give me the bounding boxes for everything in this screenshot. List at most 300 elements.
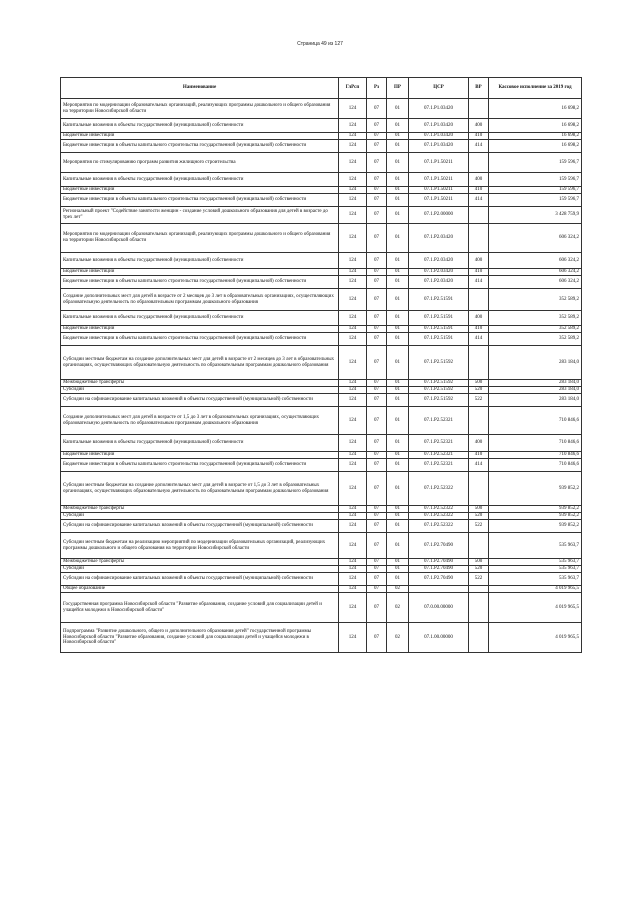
column-header-pr: ПР <box>387 78 409 99</box>
cell-glrsp: 124 <box>339 566 367 573</box>
cell-name: Общее образование <box>61 586 339 593</box>
column-header-rz: Рз <box>367 78 387 99</box>
cell-rz: 07 <box>367 559 387 566</box>
cell-amount: 4 019 965,5 <box>489 593 582 623</box>
cell-name: Капитальные вложения в объекты государственной (муниципальной) собственности <box>61 253 339 269</box>
cell-amount: 16 698,2 <box>489 133 582 140</box>
cell-pr: 01 <box>387 566 409 573</box>
cell-csr: 07.1.Р1.03420 <box>409 99 469 119</box>
table-body <box>61 99 582 653</box>
cell-rz: 07 <box>367 289 387 311</box>
table-row <box>61 346 582 380</box>
cell-csr: 07.1.Р1.50211 <box>409 153 469 173</box>
cell-csr: 07.1.Р1.50211 <box>409 173 469 187</box>
cell-vr: 400 <box>469 311 489 326</box>
cell-rz: 07 <box>367 333 387 346</box>
cell-pr: 02 <box>387 593 409 623</box>
cell-rz: 07 <box>367 435 387 452</box>
cell-vr <box>469 586 489 593</box>
cell-rz: 07 <box>367 276 387 289</box>
cell-pr: 01 <box>387 533 409 559</box>
cell-glrsp: 124 <box>339 407 367 435</box>
cell-name: Бюджетные инвестиции в объекты капитального строительства государственной (муниципальной) собственности <box>61 276 339 289</box>
table-row <box>61 380 582 387</box>
table-row <box>61 333 582 346</box>
cell-vr: 520 <box>469 513 489 520</box>
cell-amount: 939 852,2 <box>489 506 582 513</box>
cell-glrsp: 124 <box>339 311 367 326</box>
cell-name: Бюджетные инвестиции <box>61 269 339 276</box>
cell-vr: 500 <box>469 506 489 513</box>
cell-name: Бюджетные инвестиции в объекты капитального строительства государственной (муниципальной) собственности <box>61 140 339 153</box>
cell-vr: 400 <box>469 119 489 133</box>
cell-pr: 01 <box>387 289 409 311</box>
cell-csr: 07.1.Р2.03420 <box>409 276 469 289</box>
cell-csr: 07.1.Р2.51592 <box>409 394 469 407</box>
cell-glrsp: 124 <box>339 459 367 472</box>
cell-pr: 01 <box>387 326 409 333</box>
cell-glrsp: 124 <box>339 194 367 207</box>
cell-name: Бюджетные инвестиции в объекты капитального строительства государственной (муниципальной) собственности <box>61 459 339 472</box>
cell-pr: 01 <box>387 435 409 452</box>
cell-glrsp: 124 <box>339 333 367 346</box>
cell-csr: 07.1.Р1.03420 <box>409 140 469 153</box>
cell-amount: 283 184,0 <box>489 394 582 407</box>
cell-vr: 414 <box>469 276 489 289</box>
table-row <box>61 520 582 533</box>
table-row <box>61 407 582 435</box>
cell-name: Капитальные вложения в объекты государственной (муниципальной) собственности <box>61 435 339 452</box>
cell-pr: 01 <box>387 187 409 194</box>
cell-csr: 07.1.Р2.70490 <box>409 566 469 573</box>
cell-csr: 07.1.Р1.03420 <box>409 133 469 140</box>
table-row <box>61 566 582 573</box>
cell-csr: 07.1.Р2.52322 <box>409 513 469 520</box>
cell-amount: 159 596,7 <box>489 153 582 173</box>
cell-name: Капитальные вложения в объекты государственной (муниципальной) собственности <box>61 119 339 133</box>
cell-vr <box>469 346 489 380</box>
cell-amount: 710 846,6 <box>489 435 582 452</box>
table-row <box>61 506 582 513</box>
cell-amount: 352 589,2 <box>489 333 582 346</box>
cell-pr: 01 <box>387 459 409 472</box>
cell-name: Бюджетные инвестиции <box>61 452 339 459</box>
cell-pr: 01 <box>387 194 409 207</box>
cell-pr: 01 <box>387 140 409 153</box>
cell-rz: 07 <box>367 224 387 253</box>
cell-glrsp: 124 <box>339 394 367 407</box>
cell-csr: 07.0.00.00000 <box>409 593 469 623</box>
table-row <box>61 459 582 472</box>
cell-rz: 07 <box>367 452 387 459</box>
cell-rz: 07 <box>367 140 387 153</box>
cell-vr <box>469 472 489 506</box>
cell-name: Капитальные вложения в объекты государственной (муниципальной) собственности <box>61 311 339 326</box>
table-row <box>61 513 582 520</box>
cell-rz: 07 <box>367 506 387 513</box>
cell-glrsp: 124 <box>339 276 367 289</box>
cell-amount: 16 698,2 <box>489 99 582 119</box>
cell-amount: 939 852,2 <box>489 520 582 533</box>
cell-vr: 410 <box>469 452 489 459</box>
cell-pr: 01 <box>387 311 409 326</box>
cell-rz: 07 <box>367 586 387 593</box>
cell-rz: 07 <box>367 153 387 173</box>
cell-pr: 01 <box>387 380 409 387</box>
cell-amount: 535 963,7 <box>489 559 582 566</box>
column-header-amount: Кассовое исполнение за 2019 год <box>489 78 582 99</box>
cell-csr: 07.1.Р2.52322 <box>409 472 469 506</box>
cell-rz: 07 <box>367 99 387 119</box>
cell-pr: 01 <box>387 387 409 394</box>
cell-rz: 07 <box>367 533 387 559</box>
cell-vr: 414 <box>469 194 489 207</box>
cell-name: Мероприятия по стимулированию программ развития жилищного строительства <box>61 153 339 173</box>
cell-amount: 710 846,6 <box>489 452 582 459</box>
cell-amount: 352 589,2 <box>489 289 582 311</box>
cell-name: Субсидии местным бюджетам на создание дополнительных мест для детей в возрасте от 1,5 до 3 лет в образовательных организациях, осуществляющих образовательную деятельность по образовательным программам дошкольного образования <box>61 472 339 506</box>
table-row <box>61 269 582 276</box>
cell-csr <box>409 586 469 593</box>
cell-pr: 01 <box>387 173 409 187</box>
cell-name: Бюджетные инвестиции <box>61 133 339 140</box>
cell-vr: 400 <box>469 435 489 452</box>
cell-vr: 520 <box>469 387 489 394</box>
cell-name: Мероприятия по модернизации образовательных организаций, реализующих программы дошкольного и общего образования на территории Новосибирской области <box>61 99 339 119</box>
cell-rz: 07 <box>367 194 387 207</box>
table-row <box>61 207 582 224</box>
cell-glrsp: 124 <box>339 593 367 623</box>
cell-rz: 07 <box>367 173 387 187</box>
cell-amount: 535 963,7 <box>489 573 582 586</box>
cell-csr: 07.1.Р2.52322 <box>409 520 469 533</box>
cell-glrsp: 124 <box>339 472 367 506</box>
cell-pr: 01 <box>387 559 409 566</box>
cell-glrsp: 124 <box>339 289 367 311</box>
cell-rz: 07 <box>367 346 387 380</box>
cell-pr: 01 <box>387 119 409 133</box>
cell-rz: 07 <box>367 326 387 333</box>
cell-name: Субсидии местным бюджетам на создание дополнительных мест для детей в возрасте от 2 месяцев до 3 лет в образовательных организациях, осуществляющих образовательную деятельность по образовательным программам дошкольного образования <box>61 346 339 380</box>
table-row <box>61 133 582 140</box>
cell-csr: 07.1.Р2.03420 <box>409 253 469 269</box>
table-row <box>61 472 582 506</box>
cell-rz: 07 <box>367 623 387 653</box>
cell-glrsp: 124 <box>339 623 367 653</box>
cell-amount: 4 019 965,5 <box>489 586 582 593</box>
cell-name: Региональный проект "Содействие занятости женщин - создание условий дошкольного образования для детей в возрасте до трех лет" <box>61 207 339 224</box>
cell-rz: 07 <box>367 407 387 435</box>
cell-amount: 606 324,2 <box>489 269 582 276</box>
cell-csr: 07.1.Р2.70490 <box>409 559 469 566</box>
column-header-vr: ВР <box>469 78 489 99</box>
column-header-csr: ЦСР <box>409 78 469 99</box>
cell-glrsp: 124 <box>339 452 367 459</box>
table-row <box>61 326 582 333</box>
cell-name: Мероприятия по модернизации образовательных организаций, реализующих программы дошкольного и общего образования на территории Новосибирской области <box>61 224 339 253</box>
cell-amount: 535 963,7 <box>489 533 582 559</box>
table-row <box>61 173 582 187</box>
cell-vr <box>469 533 489 559</box>
cell-rz: 07 <box>367 394 387 407</box>
cell-vr: 400 <box>469 253 489 269</box>
cell-csr: 07.1.Р2.51591 <box>409 326 469 333</box>
cell-glrsp: 124 <box>339 187 367 194</box>
table-header <box>61 78 582 99</box>
cell-glrsp: 124 <box>339 207 367 224</box>
cell-pr: 01 <box>387 153 409 173</box>
cell-rz: 07 <box>367 187 387 194</box>
cell-rz: 07 <box>367 133 387 140</box>
table-row <box>61 276 582 289</box>
cell-vr: 414 <box>469 140 489 153</box>
cell-amount: 283 184,0 <box>489 346 582 380</box>
cell-name: Бюджетные инвестиции в объекты капитального строительства государственной (муниципальной) собственности <box>61 333 339 346</box>
cell-amount: 283 184,0 <box>489 380 582 387</box>
cell-name: Бюджетные инвестиции <box>61 326 339 333</box>
cell-glrsp: 124 <box>339 99 367 119</box>
cell-rz: 07 <box>367 253 387 269</box>
cell-rz: 07 <box>367 459 387 472</box>
page-number-label: Страница 49 из 127 <box>297 41 343 47</box>
cell-rz: 07 <box>367 573 387 586</box>
cell-amount: 352 589,2 <box>489 311 582 326</box>
cell-amount: 159 596,7 <box>489 194 582 207</box>
cell-pr: 01 <box>387 346 409 380</box>
cell-glrsp: 124 <box>339 133 367 140</box>
cell-vr <box>469 153 489 173</box>
cell-csr: 07.1.Р2.51592 <box>409 380 469 387</box>
cell-pr: 02 <box>387 586 409 593</box>
table-row <box>61 435 582 452</box>
cell-amount: 16 698,2 <box>489 119 582 133</box>
cell-csr: 07.1.Р2.00000 <box>409 207 469 224</box>
cell-csr: 07.1.Р2.51592 <box>409 387 469 394</box>
cell-pr: 01 <box>387 513 409 520</box>
cell-rz: 07 <box>367 472 387 506</box>
cell-name: Государственная программа Новосибирской области "Развитие образования, создание условий для социализации детей и учащейся молодежи в Новосибирской области" <box>61 593 339 623</box>
cell-rz: 07 <box>367 387 387 394</box>
cell-pr: 01 <box>387 333 409 346</box>
cell-glrsp: 124 <box>339 140 367 153</box>
cell-rz: 07 <box>367 119 387 133</box>
cell-name: Капитальные вложения в объекты государственной (муниципальной) собственности <box>61 173 339 187</box>
cell-amount: 3 428 759,9 <box>489 207 582 224</box>
cell-vr <box>469 207 489 224</box>
column-header-name: Наименование <box>61 78 339 99</box>
cell-glrsp: 124 <box>339 533 367 559</box>
cell-pr: 01 <box>387 407 409 435</box>
table-row <box>61 573 582 586</box>
cell-rz: 07 <box>367 593 387 623</box>
cell-csr: 07.1.Р2.70490 <box>409 533 469 559</box>
cell-glrsp: 124 <box>339 224 367 253</box>
cell-pr: 01 <box>387 520 409 533</box>
cell-csr: 07.1.Р2.52321 <box>409 452 469 459</box>
cell-amount: 159 596,7 <box>489 187 582 194</box>
cell-name: Субсидии на софинансирование капитальных вложений в объекты государственной (муниципальной) собственности <box>61 394 339 407</box>
cell-pr: 01 <box>387 394 409 407</box>
table-row <box>61 533 582 559</box>
cell-name: Субсидии на софинансирование капитальных вложений в объекты государственной (муниципальной) собственности <box>61 520 339 533</box>
cell-glrsp: 124 <box>339 573 367 586</box>
cell-csr: 07.1.Р1.03420 <box>409 119 469 133</box>
cell-amount: 4 019 965,5 <box>489 623 582 653</box>
cell-amount: 710 846,6 <box>489 407 582 435</box>
cell-glrsp: 124 <box>339 269 367 276</box>
cell-name: Подпрограмма "Развитие дошкольного, общего и дополнительного образования детей" государственной программы Новосибирской области "Развитие образования, создание условий для социализации детей и учащейся молодежи в Новосибирской области" <box>61 623 339 653</box>
cell-pr: 01 <box>387 269 409 276</box>
table-row <box>61 593 582 623</box>
cell-vr: 410 <box>469 269 489 276</box>
cell-name: Создание дополнительных мест для детей в возрасте от 1,5 до 3 лет в образовательных организациях, осуществляющих образовательную деятельность по образовательным программам дошкольного образования <box>61 407 339 435</box>
table-row <box>61 253 582 269</box>
cell-glrsp: 124 <box>339 559 367 566</box>
cell-glrsp: 124 <box>339 153 367 173</box>
cell-vr: 522 <box>469 573 489 586</box>
cell-glrsp: 124 <box>339 586 367 593</box>
cell-glrsp: 124 <box>339 326 367 333</box>
cell-pr: 01 <box>387 276 409 289</box>
cell-glrsp: 124 <box>339 520 367 533</box>
cell-vr: 414 <box>469 333 489 346</box>
cell-csr: 07.1.Р2.70490 <box>409 573 469 586</box>
cell-rz: 07 <box>367 566 387 573</box>
table-row <box>61 224 582 253</box>
cell-name: Бюджетные инвестиции в объекты капитального строительства государственной (муниципальной) собственности <box>61 194 339 207</box>
cell-amount: 352 589,2 <box>489 326 582 333</box>
table-row <box>61 623 582 653</box>
table-row <box>61 452 582 459</box>
cell-glrsp: 124 <box>339 380 367 387</box>
cell-glrsp: 124 <box>339 346 367 380</box>
cell-csr: 07.1.Р2.51592 <box>409 346 469 380</box>
cell-pr: 01 <box>387 472 409 506</box>
cell-amount: 939 852,2 <box>489 513 582 520</box>
cell-name: Межбюджетные трансферты <box>61 559 339 566</box>
cell-pr: 01 <box>387 207 409 224</box>
cell-glrsp: 124 <box>339 173 367 187</box>
table-row <box>61 140 582 153</box>
cell-pr: 01 <box>387 133 409 140</box>
cell-csr: 07.1.Р2.03420 <box>409 224 469 253</box>
cell-amount: 710 846,6 <box>489 459 582 472</box>
cell-name: Межбюджетные трансферты <box>61 380 339 387</box>
cell-rz: 07 <box>367 513 387 520</box>
cell-csr: 07.1.Р1.50211 <box>409 187 469 194</box>
cell-rz: 07 <box>367 207 387 224</box>
cell-amount: 535 963,7 <box>489 566 582 573</box>
cell-glrsp: 124 <box>339 253 367 269</box>
cell-csr: 07.1.Р2.52322 <box>409 506 469 513</box>
cell-rz: 07 <box>367 311 387 326</box>
cell-csr: 07.1.Р2.51591 <box>409 311 469 326</box>
table-row <box>61 187 582 194</box>
cell-name: Субсидии на софинансирование капитальных вложений в объекты государственной (муниципальной) собственности <box>61 573 339 586</box>
column-header-glrsp: ГлРсп <box>339 78 367 99</box>
budget-execution-table <box>60 77 582 653</box>
cell-amount: 606 324,2 <box>489 276 582 289</box>
cell-vr <box>469 593 489 623</box>
cell-glrsp: 124 <box>339 513 367 520</box>
cell-csr: 07.1.Р2.03420 <box>409 269 469 276</box>
cell-name: Создание дополнительных мест для детей в возрасте от 2 месяцев до 3 лет в образовательных организациях, осуществляющих образовательную деятельность по образовательным программам дошкольного образования <box>61 289 339 311</box>
cell-glrsp: 124 <box>339 119 367 133</box>
cell-name: Субсидии местным бюджетам на реализацию мероприятий по модернизации образовательных организаций, реализующих программы дошкольного и общего образования на территории Новосибирской области <box>61 533 339 559</box>
cell-vr: 522 <box>469 394 489 407</box>
cell-vr <box>469 99 489 119</box>
cell-name: Межбюджетные трансферты <box>61 506 339 513</box>
cell-vr: 500 <box>469 559 489 566</box>
header-row <box>61 78 582 99</box>
cell-name: Субсидии <box>61 566 339 573</box>
cell-rz: 07 <box>367 269 387 276</box>
cell-vr: 500 <box>469 380 489 387</box>
cell-glrsp: 124 <box>339 506 367 513</box>
cell-rz: 07 <box>367 520 387 533</box>
cell-vr: 410 <box>469 187 489 194</box>
cell-amount: 16 698,2 <box>489 140 582 153</box>
table-row <box>61 311 582 326</box>
table-row <box>61 194 582 207</box>
cell-vr <box>469 407 489 435</box>
cell-pr: 01 <box>387 573 409 586</box>
cell-pr: 01 <box>387 99 409 119</box>
cell-vr: 410 <box>469 133 489 140</box>
table-row <box>61 586 582 593</box>
cell-csr: 07.1.Р2.51591 <box>409 289 469 311</box>
cell-vr <box>469 623 489 653</box>
cell-name: Бюджетные инвестиции <box>61 187 339 194</box>
cell-csr: 07.1.Р2.52321 <box>409 435 469 452</box>
cell-vr: 410 <box>469 326 489 333</box>
cell-csr: 07.1.Р2.52321 <box>409 459 469 472</box>
cell-amount: 283 184,0 <box>489 387 582 394</box>
cell-name: Субсидии <box>61 387 339 394</box>
table-row <box>61 394 582 407</box>
cell-csr: 07.1.Р2.52321 <box>409 407 469 435</box>
cell-pr: 02 <box>387 623 409 653</box>
cell-pr: 01 <box>387 224 409 253</box>
cell-pr: 01 <box>387 253 409 269</box>
cell-glrsp: 124 <box>339 435 367 452</box>
cell-vr: 414 <box>469 459 489 472</box>
cell-vr: 520 <box>469 566 489 573</box>
cell-csr: 07.1.Р1.50211 <box>409 194 469 207</box>
cell-name: Субсидии <box>61 513 339 520</box>
table-row <box>61 387 582 394</box>
cell-amount: 939 852,2 <box>489 472 582 506</box>
cell-vr <box>469 224 489 253</box>
cell-vr: 522 <box>469 520 489 533</box>
table-row <box>61 289 582 311</box>
table-row <box>61 559 582 566</box>
cell-amount: 606 324,2 <box>489 224 582 253</box>
cell-glrsp: 124 <box>339 387 367 394</box>
table-row <box>61 119 582 133</box>
table-row <box>61 99 582 119</box>
cell-pr: 01 <box>387 506 409 513</box>
table-row <box>61 153 582 173</box>
cell-vr <box>469 289 489 311</box>
cell-rz: 07 <box>367 380 387 387</box>
cell-csr: 07.1.00.00000 <box>409 623 469 653</box>
cell-vr: 400 <box>469 173 489 187</box>
cell-csr: 07.1.Р2.51591 <box>409 333 469 346</box>
cell-amount: 159 596,7 <box>489 173 582 187</box>
cell-amount: 606 324,2 <box>489 253 582 269</box>
cell-pr: 01 <box>387 452 409 459</box>
